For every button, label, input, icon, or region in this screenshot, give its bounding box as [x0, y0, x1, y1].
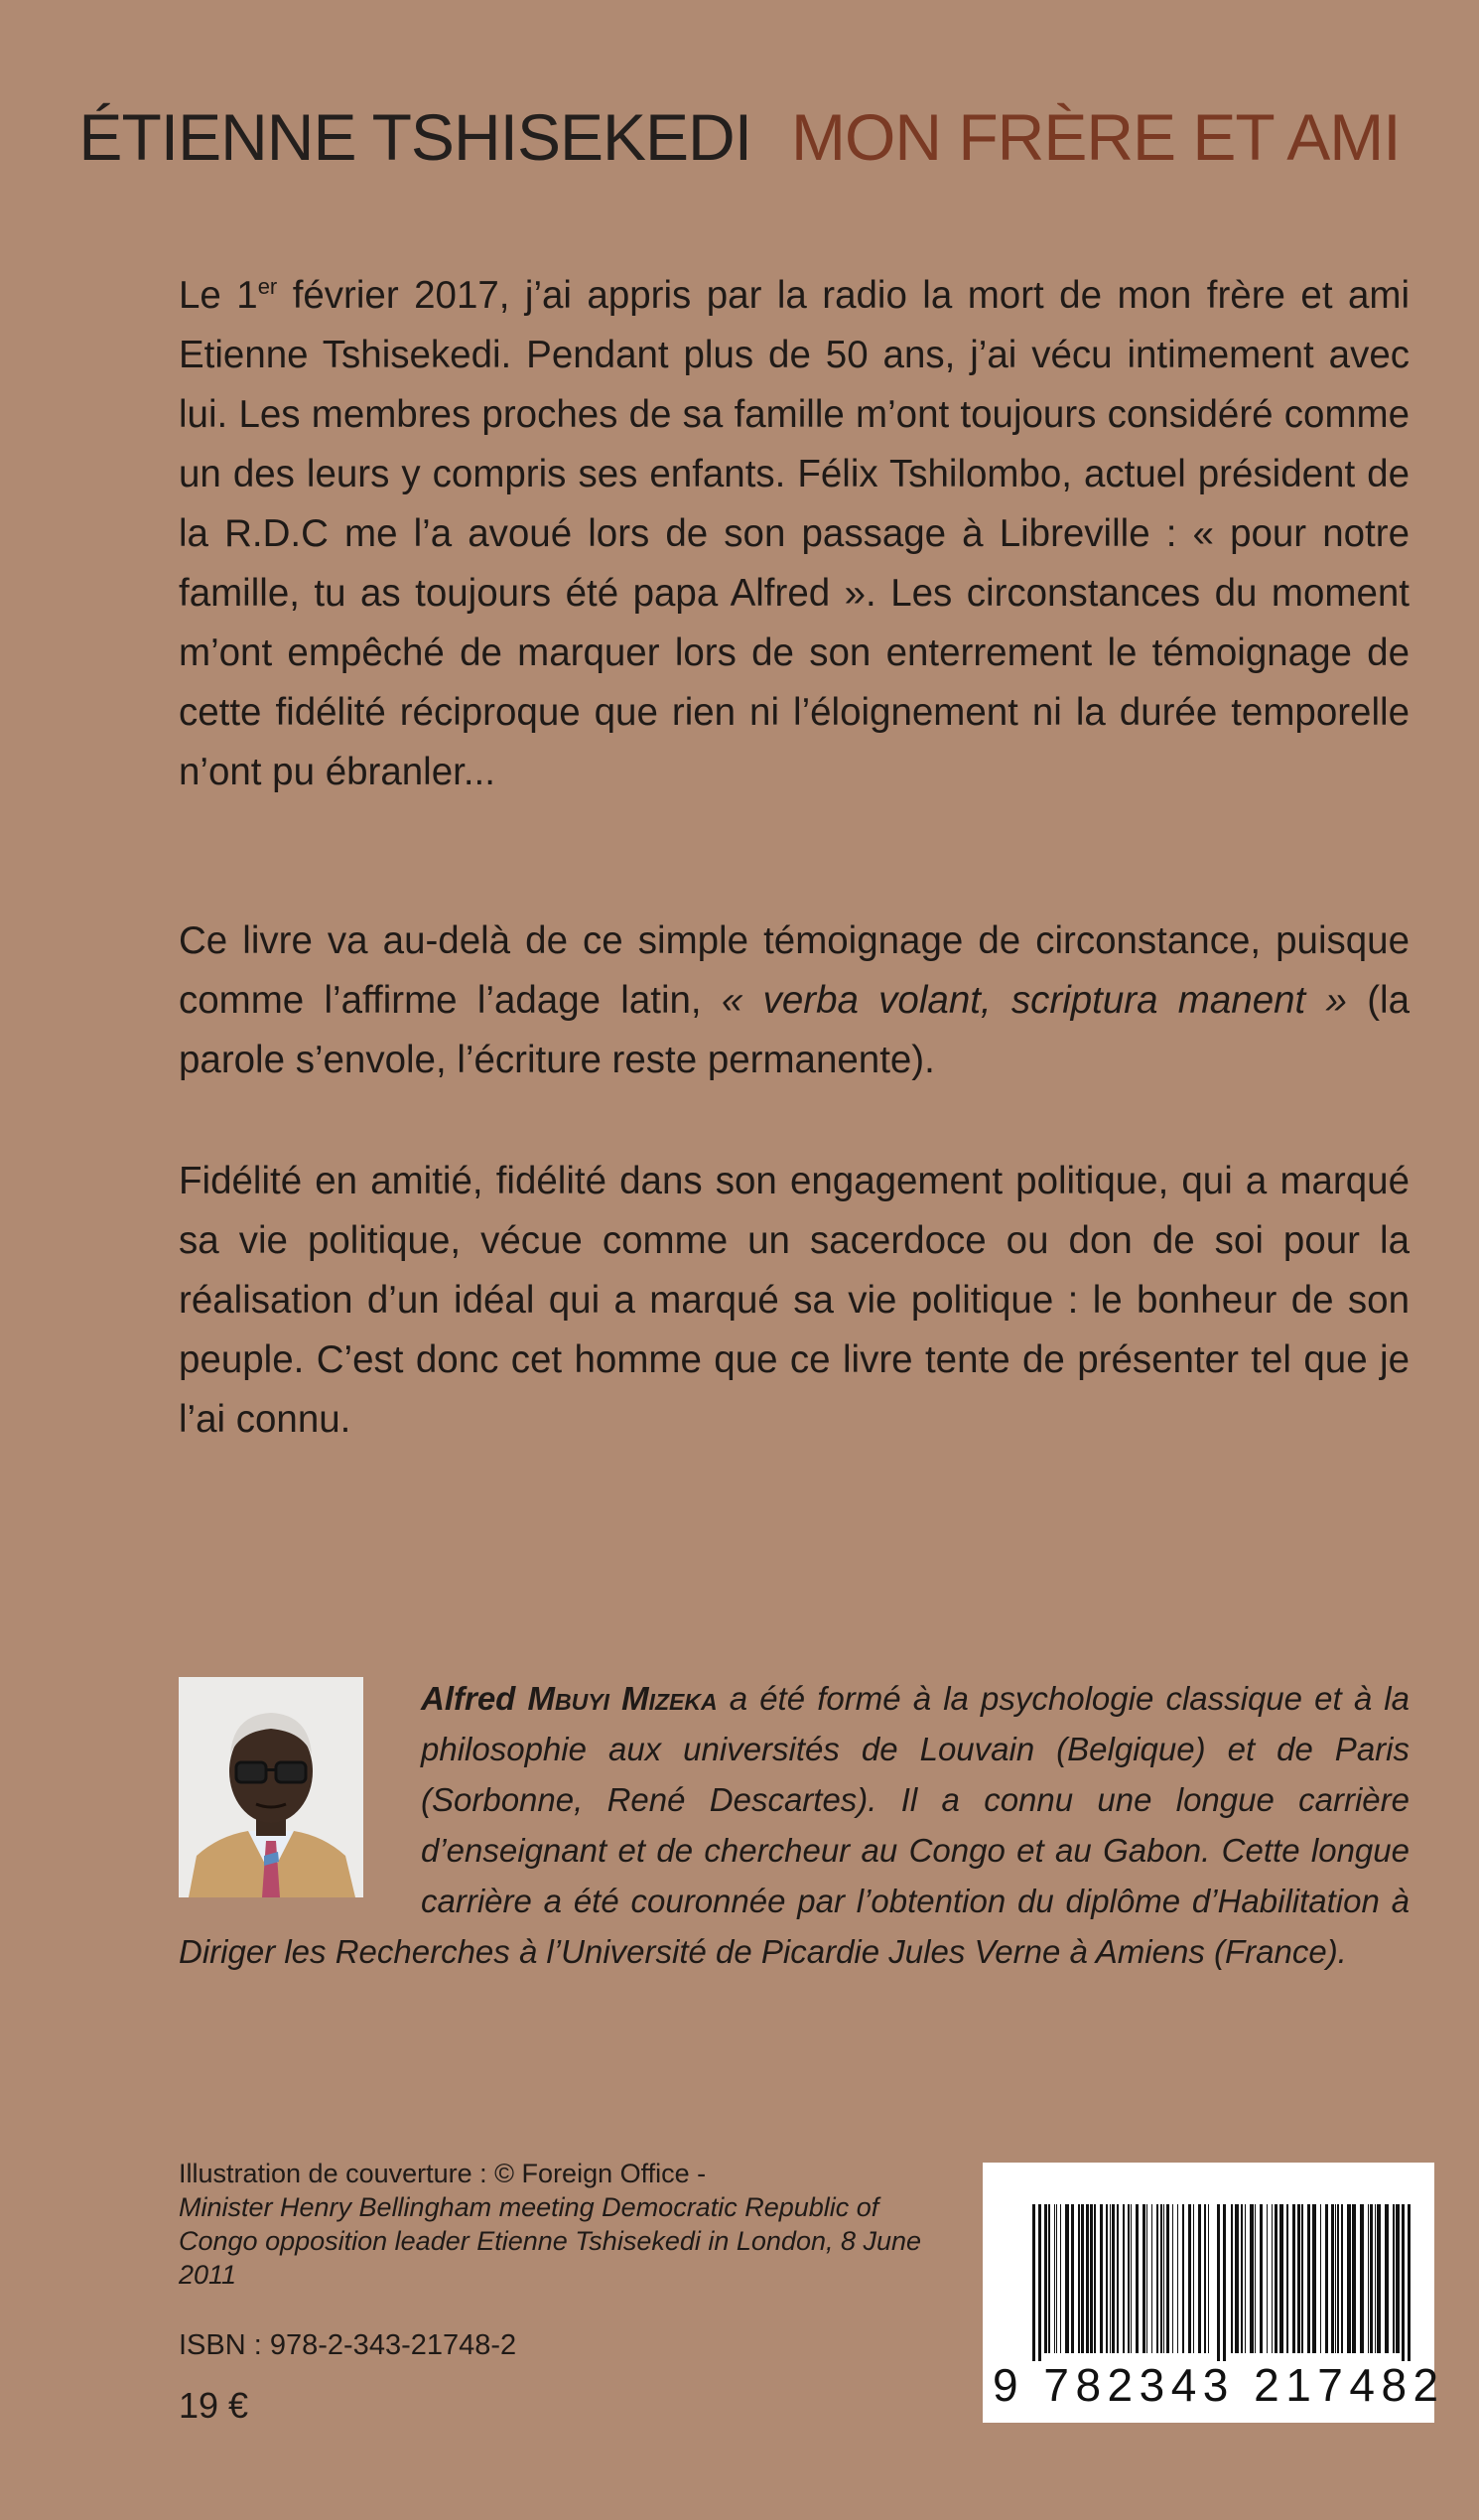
barcode-bar [1396, 2204, 1400, 2353]
barcode-bar [1163, 2204, 1164, 2353]
barcode [983, 2163, 1445, 2423]
barcode-bar [1377, 2204, 1381, 2353]
barcode-guard-bar [1217, 2204, 1220, 2361]
author-first-name: Alfred [421, 1680, 516, 1717]
p2-rest: (la parole s’envole, l’écriture reste permanente). [179, 979, 1410, 1081]
barcode-guard-bar [1223, 2204, 1226, 2361]
barcode-bar [1131, 2204, 1132, 2353]
barcode-bar [1106, 2204, 1108, 2353]
barcode-bar [1054, 2204, 1055, 2353]
barcode-bar [1166, 2204, 1169, 2353]
barcode-bars [983, 2163, 1434, 2361]
barcode-bar [1241, 2204, 1243, 2353]
barcode-bar [1272, 2204, 1273, 2353]
barcode-guard-bar [1408, 2204, 1411, 2361]
barcode-bar [1143, 2204, 1145, 2353]
credit-label: Illustration de couverture : © Foreign Office - [179, 2159, 707, 2188]
barcode-bar [1060, 2204, 1061, 2353]
barcode-bar [1151, 2204, 1152, 2353]
barcode-bar [1110, 2204, 1111, 2353]
barcode-bar [1260, 2204, 1263, 2353]
author-photo [179, 1677, 363, 1897]
barcode-bar [1078, 2204, 1080, 2353]
barcode-bar [1100, 2204, 1103, 2353]
barcode-bar [1393, 2204, 1395, 2353]
barcode-bar [1320, 2204, 1321, 2353]
author-last-name: Mbuyi Mizeka [527, 1680, 718, 1717]
barcode-digits: 9 782343 217482 [993, 2359, 1445, 2411]
barcode-bar [1204, 2204, 1206, 2353]
barcode-bar [1071, 2204, 1074, 2353]
barcode-bar [1250, 2204, 1254, 2353]
summary-paragraph-1 [179, 266, 1410, 802]
barcode-bar [1123, 2204, 1125, 2353]
barcode-guard-bar [1032, 2204, 1035, 2361]
barcode-bar [1172, 2204, 1173, 2353]
p3-text: Fidélité en amitié, fidélité dans son engagement politique, qui a marqué sa vie politique, vécue comme un sacerdoce ou don de soi pour la réalisation d’un idéal qui a marqué sa vie politique : le bonheur de son peuple. C’est donc cet homme que ce livre tente de présenter tel que je l’ai connu. [179, 1160, 1410, 1441]
p1-start: Le 1 [179, 274, 258, 317]
barcode-bar [1081, 2204, 1084, 2353]
isbn-text: ISBN : 978-2-343-21748-2 [179, 2329, 517, 2361]
barcode-bar [1312, 2204, 1316, 2353]
barcode-guard-bar [1402, 2204, 1405, 2361]
barcode-bar [1275, 2204, 1277, 2353]
barcode-bar [1370, 2204, 1373, 2353]
barcode-bar [1086, 2204, 1089, 2353]
barcode-bar [1146, 2204, 1147, 2353]
p2-start: Ce livre va au-delà de ce simple témoignage de circonstance, puisque comme l’affirme l’adage latin, [179, 919, 1410, 1022]
barcode-bar [1048, 2204, 1050, 2353]
cover-credit [179, 2157, 953, 2292]
barcode-guard-bar [1038, 2204, 1041, 2361]
barcode-bar [1156, 2204, 1158, 2353]
barcode-bar [1208, 2204, 1209, 2353]
barcode-bar [1112, 2204, 1115, 2353]
title-name: ÉTIENNE TSHISEKEDI [78, 100, 752, 174]
price-text: 19 € [179, 2385, 249, 2426]
barcode-bar [1360, 2204, 1364, 2353]
barcode-bar [1337, 2204, 1339, 2353]
barcode-bar [1198, 2204, 1201, 2353]
barcode-bar [1065, 2204, 1069, 2353]
barcode-bar [1044, 2204, 1047, 2353]
barcode-bar [1136, 2204, 1139, 2353]
barcode-bar [1128, 2204, 1130, 2353]
barcode-bar [1056, 2204, 1057, 2353]
barcode-bar [1182, 2204, 1184, 2353]
barcode-bar [1117, 2204, 1119, 2353]
barcode-bar [1231, 2204, 1233, 2353]
barcode-bar [1331, 2204, 1334, 2353]
title-subtitle: MON FRÈRE ET AMI [791, 100, 1401, 174]
author-bio-text: a été formé à la psychologie classique et à la philosophie aux universités de Louvain (Belgique) et de Paris (Sorbonne, René Descartes). Il a connu une longue carrière d’enseignant et de chercheur au Congo et au Gabon. Cette longue carrière a été couronnée par l’obtention du diplôme d’Habilitation à Diriger les Recherches à l’Université de Picardie Jules Verne à Amiens (France). [179, 1680, 1410, 1970]
barcode-bar [1347, 2204, 1351, 2353]
barcode-bar [1090, 2204, 1093, 2353]
p2-latin-quote: « verba volant, scriptura manent » [721, 979, 1347, 1022]
barcode-bar [1352, 2204, 1356, 2353]
barcode-bar [1301, 2204, 1303, 2353]
barcode-bar [1297, 2204, 1300, 2353]
barcode-bar [1193, 2204, 1194, 2353]
barcode-bar [1177, 2204, 1178, 2353]
barcode-bar [1307, 2204, 1310, 2353]
barcode-bar [1286, 2204, 1288, 2353]
barcode-bar [1245, 2204, 1246, 2353]
book-title [0, 99, 1479, 175]
barcode-bar [1235, 2204, 1239, 2353]
author-portrait-image [179, 1677, 363, 1897]
barcode-bar [1160, 2204, 1162, 2353]
barcode-bar [1279, 2204, 1283, 2353]
barcode-bar [1375, 2204, 1376, 2353]
barcode-bar [1341, 2204, 1343, 2353]
barcode-bar [1094, 2204, 1096, 2353]
barcode-bar [1335, 2204, 1336, 2353]
barcode-bar [1385, 2204, 1389, 2353]
barcode-bar [1325, 2204, 1328, 2353]
barcode-bar [1368, 2204, 1369, 2353]
summary-paragraph-2 [179, 911, 1410, 1090]
barcode-bar [1292, 2204, 1295, 2353]
barcode-bar [1188, 2204, 1191, 2353]
p1-rest: février 2017, j’ai appris par la radio la mort de mon frère et ami Etienne Tshisekedi. Pendant plus de 50 ans, j’ai vécu intimement avec lui. Les membres proches de sa famille m’ont toujours considéré comme un des leurs y compris ses enfants. Félix Tshilombo, actuel président de la R.D.C me l’a avoué lors de son passage à Libreville : « pour notre famille, tu as toujours été papa Alfred ». Les circonstances du moment m’ont empêché de marquer lors de son enterrement le témoignage de cette fidélité réciproque que rien ni l’éloignement ni la durée temporelle n’ont pu ébranler... [179, 274, 1410, 793]
summary-paragraph-3 [179, 1152, 1410, 1450]
barcode-bar [1267, 2204, 1268, 2353]
author-bio [179, 1673, 1410, 1977]
credit-caption: Minister Henry Bellingham meeting Democratic Republic of Congo opposition leader Etienne Tshisekedi in London, 8 June 2011 [179, 2192, 922, 2290]
p1-superscript: er [257, 274, 278, 300]
barcode-bar [1255, 2204, 1256, 2353]
